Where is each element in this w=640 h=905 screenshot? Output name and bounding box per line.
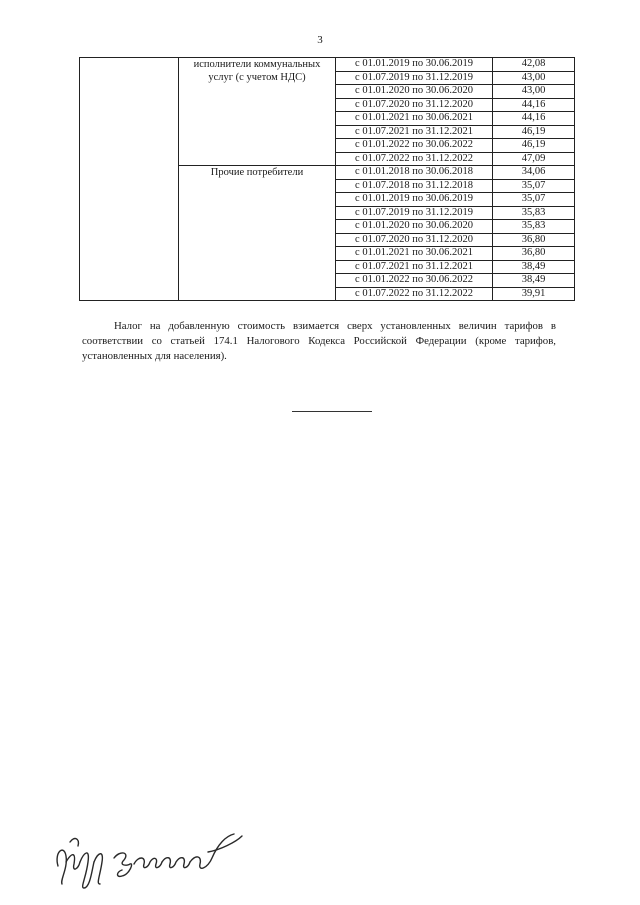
period-cell: с 01.01.2018 по 30.06.2018 — [336, 166, 493, 180]
period-cell: с 01.01.2022 по 30.06.2022 — [336, 274, 493, 288]
tariff-table — [79, 57, 575, 301]
tariff-value-cell: 44,16 — [493, 98, 575, 112]
tariff-value-cell: 44,16 — [493, 112, 575, 126]
period-cell: с 01.07.2019 по 31.12.2019 — [336, 71, 493, 85]
tariff-value-cell: 47,09 — [493, 152, 575, 166]
period-cell: с 01.07.2021 по 31.12.2021 — [336, 125, 493, 139]
period-cell: с 01.01.2020 по 30.06.2020 — [336, 85, 493, 99]
tariff-value-cell: 35,07 — [493, 193, 575, 207]
consumer-group-cell: исполнители коммунальных услуг (с учетом НДС) — [179, 58, 336, 166]
tariff-value-cell: 39,91 — [493, 287, 575, 301]
tariff-value-cell: 35,83 — [493, 220, 575, 234]
period-cell: с 01.07.2018 по 31.12.2018 — [336, 179, 493, 193]
tariff-value-cell: 43,00 — [493, 71, 575, 85]
tariff-value-cell: 36,80 — [493, 233, 575, 247]
handwritten-signature — [50, 822, 250, 892]
consumer-group-cell: Прочие потребители — [179, 166, 336, 301]
tariff-value-cell: 43,00 — [493, 85, 575, 99]
end-divider — [292, 411, 372, 412]
tariff-value-cell: 36,80 — [493, 247, 575, 261]
tariff-value-cell: 42,08 — [493, 58, 575, 72]
category-cell — [80, 58, 179, 301]
tariff-value-cell: 46,19 — [493, 125, 575, 139]
tariff-value-cell: 35,07 — [493, 179, 575, 193]
period-cell: с 01.07.2020 по 31.12.2020 — [336, 233, 493, 247]
period-cell: с 01.01.2019 по 30.06.2019 — [336, 193, 493, 207]
period-cell: с 01.07.2020 по 31.12.2020 — [336, 98, 493, 112]
tariff-value-cell: 34,06 — [493, 166, 575, 180]
vat-note: Налог на добавленную стоимость взимается сверх установленных величин тарифов в соответствии со статьей 174.1 Налогового Кодекса Российской Федерации (кроме тарифов, установленных для населения). — [82, 320, 556, 362]
period-cell: с 01.07.2022 по 31.12.2022 — [336, 152, 493, 166]
table-row — [80, 58, 575, 72]
period-cell: с 01.01.2019 по 30.06.2019 — [336, 58, 493, 72]
period-cell: с 01.01.2020 по 30.06.2020 — [336, 220, 493, 234]
period-cell: с 01.07.2021 по 31.12.2021 — [336, 260, 493, 274]
page-number: 3 — [317, 34, 323, 46]
period-cell: с 01.01.2021 по 30.06.2021 — [336, 112, 493, 126]
period-cell: с 01.01.2021 по 30.06.2021 — [336, 247, 493, 261]
period-cell: с 01.01.2022 по 30.06.2022 — [336, 139, 493, 153]
period-cell: с 01.07.2019 по 31.12.2019 — [336, 206, 493, 220]
tariff-value-cell: 35,83 — [493, 206, 575, 220]
tariff-value-cell: 38,49 — [493, 260, 575, 274]
tariff-value-cell: 46,19 — [493, 139, 575, 153]
signature-icon — [50, 822, 250, 892]
tariff-value-cell: 38,49 — [493, 274, 575, 288]
period-cell: с 01.07.2022 по 31.12.2022 — [336, 287, 493, 301]
